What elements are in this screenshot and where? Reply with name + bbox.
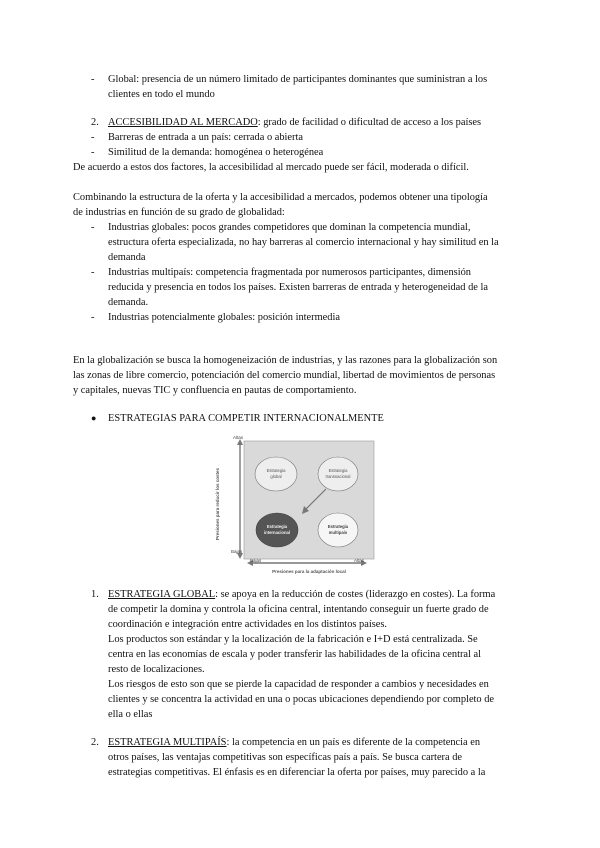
text-line: De acuerdo a estos dos factores, la accesibilidad al mercado puede ser fácil, moderada o difícil. [73, 162, 469, 173]
text-line [108, 735, 480, 750]
list-dash: - [91, 147, 95, 158]
text-line: de industrias en función de su grado de globalidad: [73, 207, 285, 218]
section-heading: ESTRATEGIAS PARA COMPETIR INTERNACIONALMENTE [108, 413, 384, 424]
heading-underlined: ESTRATEGIA GLOBAL [108, 589, 216, 600]
label-internacional-1: Estrategia [266, 524, 288, 529]
text-line: Industrias multipaís: competencia fragmentada por numerosos participantes, dimensión [108, 267, 471, 278]
list-dash: - [91, 222, 95, 233]
heading-rest: : grado de facilidad o dificultad de acceso a los países [257, 117, 482, 128]
y-low-label: Bajas [231, 549, 243, 554]
text-line: Similitud de la demanda: homogénea o heterogénea [108, 147, 324, 158]
text-line: clientes y se concentra la actividad en una o pocas ubicaciones dependiendo por completo de [108, 694, 495, 705]
text-line: estructura oferta especializada, no hay barreras al comercio internacional y hay similitud en la [108, 237, 499, 248]
text-line: demanda. [108, 297, 149, 308]
label-internacional-2: internacional [263, 530, 291, 535]
text-line: demanda [108, 252, 146, 263]
text-line: otros países, las ventajas competitivas son específicas país a país. Se busca cartera de [108, 752, 463, 763]
label-multipais-2: multipaís [328, 530, 348, 535]
text-line: estrategias competitivas. El énfasis es en diferenciar la oferta por países, muy parecido a la [108, 767, 486, 778]
text-line: y capitales, nuevas TIC y confluencia en pautas de comportamiento. [73, 385, 357, 396]
text-line: Combinando la estructura de la oferta y la accesibilidad a mercados, podemos obtener una tipología [73, 192, 488, 203]
y-high-label: Altas [233, 435, 244, 440]
text-line: de competir la domina y controla la oficina central, intentando conseguir un fuerte grado de [108, 604, 489, 615]
label-multipais-1: Estrategia [327, 524, 349, 529]
y-axis-title: Presiones para reducir los costes [215, 467, 220, 541]
text-line: coordinación e integración entre actividades en los distintos países. [108, 619, 388, 630]
text-line: ella o ellas [108, 709, 153, 720]
list-number: 2. [91, 737, 99, 748]
list-dash: - [91, 74, 95, 85]
list-number: 2. [91, 117, 99, 128]
strategy-matrix-figure [204, 434, 392, 582]
heading-underlined: ESTRATEGIA MULTIPAÍS [108, 737, 227, 748]
heading-rest: : la competencia en un país es diferente de la competencia en [226, 737, 481, 748]
text-line: Barreras de entrada a un país: cerrada o abierta [108, 132, 304, 143]
text-line: clientes en todo el mundo [108, 89, 215, 100]
list-dash: - [91, 267, 95, 278]
label-global-1: Estrategia [266, 468, 286, 473]
heading-underlined: ACCESIBILIDAD AL MERCADO [108, 117, 258, 128]
text-line: Global: presencia de un número limitado de participantes dominantes que suministran a los [108, 74, 488, 85]
text-line: Industrias potencialmente globales: posición intermedia [108, 312, 340, 323]
text-line: resto de localizaciones. [108, 664, 205, 675]
label-transnacional-1: Estrategia [328, 468, 348, 473]
list-dash: - [91, 312, 95, 323]
text-line: reducida y presencia en todos los países. Existen barreras de entrada y heterogeneidad de la [108, 282, 488, 293]
bullet-dot: ● [91, 413, 97, 423]
text-line: En la globalización se busca la homogeneización de industrias, y las razones para la globalización son [73, 355, 498, 366]
text-line: Los riesgos de esto son que se pierde la capacidad de responder a cambios y necesidades en [108, 679, 489, 690]
text-line: Los productos son estándar y la localización de la fabricación e I+D está centralizada. Se [108, 634, 478, 645]
x-axis-title: Presiones para la adaptación local [272, 569, 346, 574]
text-line [108, 587, 495, 602]
section-heading [108, 115, 481, 130]
text-line: las zonas de libre comercio, potenciación del comercio mundial, libertad de movimientos de personas [73, 370, 496, 381]
x-high-label: Altas [354, 558, 365, 563]
text-line: Industrias globales: pocos grandes competidores que dominan la competencia mundial, [108, 222, 471, 233]
label-transnacional-2: transnacional [325, 474, 351, 479]
list-dash: - [91, 132, 95, 143]
list-number: 1. [91, 589, 99, 600]
x-low-label: Bajas [250, 558, 262, 563]
label-global-2: global [270, 474, 282, 479]
text-line: centra en las economías de escala y poder transferir las habilidades de la oficina central al [108, 649, 482, 660]
heading-rest: : se apoya en la reducción de costes (liderazgo en costes). La forma [215, 589, 496, 600]
